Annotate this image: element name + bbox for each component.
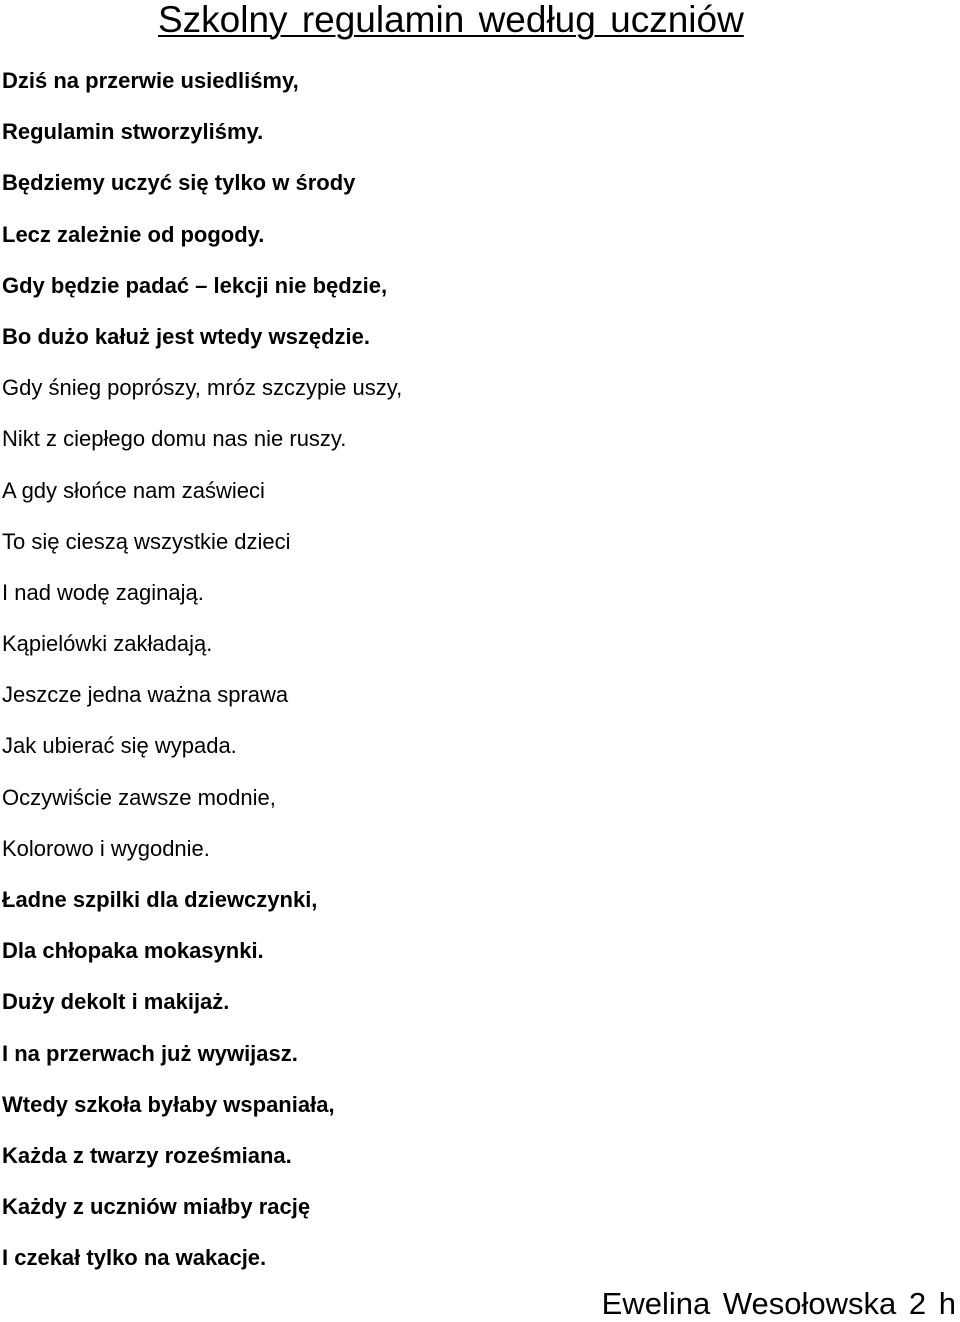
- poem-line: Oczywiście zawsze modnie,: [2, 784, 276, 810]
- poem-line: I nad wodę zaginają.: [2, 579, 204, 605]
- poem-line: Nikt z ciepłego domu nas nie ruszy.: [2, 426, 347, 452]
- poem-line: Kąpielówki zakładają.: [2, 631, 213, 657]
- poem-line: To się cieszą wszystkie dzieci: [2, 528, 291, 554]
- document-title: Szkolny regulamin według uczniów: [158, 0, 744, 40]
- poem-line: I na przerwach już wywijasz.: [2, 1040, 298, 1066]
- poem-line: Wtedy szkoła byłaby wspaniała,: [2, 1091, 335, 1117]
- poem-line: Bo dużo kałuż jest wtedy wszędzie.: [2, 323, 370, 349]
- poem-line: Jak ubierać się wypada.: [2, 733, 237, 759]
- poem-line: Kolorowo i wygodnie.: [2, 835, 210, 861]
- poem-line: Każdy z uczniów miałby rację: [2, 1194, 311, 1220]
- poem-line: Ładne szpilki dla dziewczynki,: [2, 887, 318, 912]
- poem-line: I czekał tylko na wakacje.: [2, 1245, 267, 1271]
- author-signature: Ewelina Wesołowska 2 h: [601, 1286, 956, 1321]
- poem-line: Jeszcze jedna ważna sprawa: [2, 682, 289, 708]
- poem-line: Dla chłopaka mokasynki.: [2, 938, 264, 964]
- poem-line: Dziś na przerwie usiedliśmy,: [2, 68, 299, 93]
- poem-line: Regulamin stworzyliśmy.: [2, 119, 264, 145]
- poem-line: Każda z twarzy roześmiana.: [2, 1142, 292, 1168]
- poem-line: Gdy śnieg poprószy, mróz szczypie uszy,: [2, 375, 403, 401]
- poem-line: A gdy słońce nam zaświeci: [2, 477, 265, 503]
- poem-line: Duży dekolt i makijaż.: [2, 989, 230, 1015]
- poem-line: Będziemy uczyć się tylko w środy: [2, 170, 356, 196]
- poem: [2, 64, 402, 1293]
- poem-line: Lecz zależnie od pogody.: [2, 221, 265, 247]
- poem-line: Gdy będzie padać – lekcji nie będzie,: [2, 272, 388, 298]
